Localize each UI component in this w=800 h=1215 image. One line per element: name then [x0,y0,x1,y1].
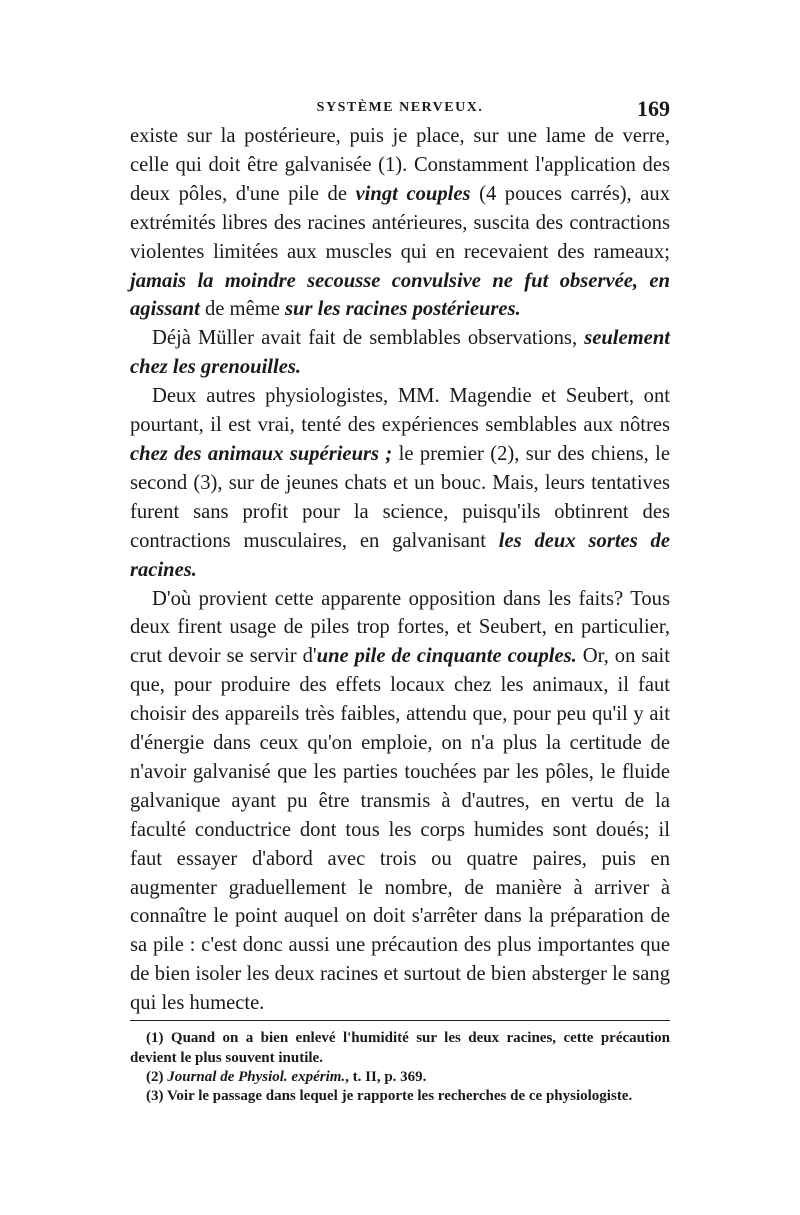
running-head [130,96,670,122]
text-run: Deux autres physiologistes, MM. Magendie et Seubert, ont pourtant, il est vrai, tenté des expériences semblables aux nôtres [130,385,670,437]
book-page [130,96,670,1107]
italic-run: vingt couples [355,182,471,205]
footnote-2 [130,1068,670,1087]
text-run: (2) [146,1068,168,1085]
text-run: le premier (2), sur des chiens, le second (3), sur de jeunes chats et un bouc. Mais, leurs tentatives furent sans profit pour la science, puisqu'ils obtinrent des contractions musculaires, en galvanisant [130,442,671,552]
footnote-3: (3) Voir le passage dans lequel je rapporte les recherches de ce physiologiste. [146,1088,633,1105]
italic-run: jamais la moindre secousse convulsive ne fut observée, en agissant [130,269,670,321]
footnote-1: (1) Quand on a bien enlevé l'humidité sur les deux racines, cette précaution devient le plus souvent inutile. [130,1030,670,1066]
italic-run: les deux sortes de racines. [130,529,670,581]
italic-run: Journal de Physiol. expérim. [167,1068,346,1085]
body-text [130,122,670,1018]
text-run: existe sur la postérieure, puis je place, sur une lame de verre, celle qui doit être galvanisée (1). Constamment l'application des deux pôles, d'une pile de [130,125,670,205]
text-run: D'où provient cette apparente opposition dans les faits? Tous deux firent usage de piles trop fortes, et Seubert, en particulier, crut devoir se servir d' [130,587,670,668]
paragraph-3 [130,382,670,584]
italic-run: seulement chez les grenouilles. [130,327,670,379]
footnote-rule [130,1020,670,1021]
paragraph-1 [130,122,670,324]
italic-run: chez des animaux supérieurs ; [130,442,393,465]
page-number: 169 [637,96,670,121]
text-run: , t. II, p. 369. [345,1068,427,1085]
paragraph-2 [130,324,670,382]
text-run: Déjà Müller avait fait de semblables observations, [152,327,585,350]
text-run: (4 pouces carrés), aux extrémités libres des racines antérieures, suscita des contractions violentes limitées aux muscles qui en recevaient des rameaux; [130,182,671,263]
text-run: Or, on sait que, pour produire des effets locaux chez les animaux, il faut choisir des appareils très faibles, attendu que, pour peu qu'il y ait d'énergie dans ceux qu'on emploie, on n'a plus la certitude de n'avoir galvanisé que les parties touchées par les pôles, le fluide galvanique ayant pu être transmis à d'autres, en vertu de la faculté conductrice dont tous les corps humides sont doués; il faut essayer d'abord avec trois ou quatre paires, puis en augmenter graduellement le nombre, de manière à arriver à connaître le point auquel on doit s'arrêter dans la préparation de sa pile : c'est donc aussi une précaution des plus importantes que de bien isoler les deux racines et surtout de bien absterger le sang qui les humecte. [130,645,670,1015]
footnotes [130,1029,670,1107]
italic-run: sur les racines postérieures. [285,298,521,321]
italic-run: une pile de cinquante couples. [316,645,577,668]
text-run: de même [199,298,286,321]
running-title: SYSTÈME NERVEUX. [316,100,484,115]
paragraph-4 [130,585,670,1019]
